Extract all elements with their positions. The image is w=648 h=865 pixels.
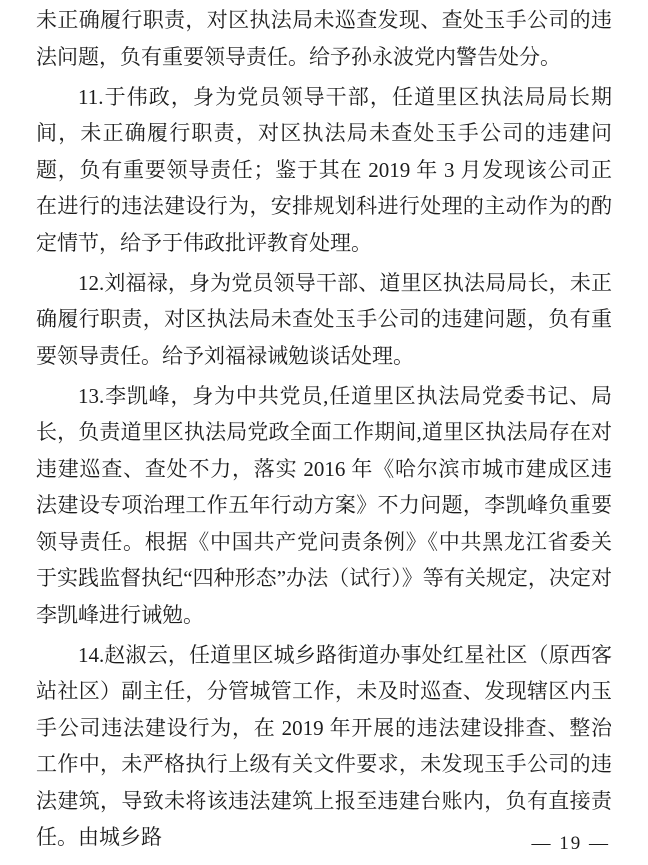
paragraph-10-continued: 未正确履行职责，对区执法局未巡查发现、查处玉手公司的违法问题，负有重要领导责任。给予孙永波党内警告处分。 — [36, 8, 612, 69]
paragraph-11: 11.于伟政，身为党员领导干部，任道里区执法局局长期间，未正确履行职责，对区执法局未查处玉手公司的违建问题，负有重要领导责任；鉴于其在 2019 年 3 月发现该公司正在进行的违法建设行为，安排规划科进行处理的主动作为的酌定情节，给予于伟政批评教育处理。 — [36, 84, 612, 255]
paragraph-14: 14.赵淑云，任道里区城乡路街道办事处红星社区（原西客站社区）副主任，分管城管工作，未及时巡查、发现辖区内玉手公司违法建设行为，在 2019 年开展的违法建设排查、整治工作中，未严格执行上级有关文件要求，未发现玉手公司的违法建筑，导致未将该违法建筑上报至违建台账内，负有直接责任。由城乡路 — [36, 642, 612, 849]
page-number: — 19 — — [531, 833, 610, 854]
paragraph-12: 12.刘福禄，身为党员领导干部、道里区执法局局长，未正确履行职责，对区执法局未查处玉手公司的违建问题，负有重要领导责任。给予刘福禄诫勉谈话处理。 — [36, 270, 612, 368]
paragraph-13: 13.李凯峰，身为中共党员,任道里区执法局党委书记、局长，负责道里区执法局党政全面工作期间,道里区执法局存在对违建巡查、查处不力，落实 2016 年《哈尔滨市城市建成区违法建设专项治理工作五年行动方案》不力问题，李凯峰负重要领导责任。根据《中国共产党问责条例》《中共黑龙江省委关于实践监督执纪“四种形态”办法（试行）》等有关规定，决定对李凯峰进行诫勉。 — [36, 383, 612, 627]
